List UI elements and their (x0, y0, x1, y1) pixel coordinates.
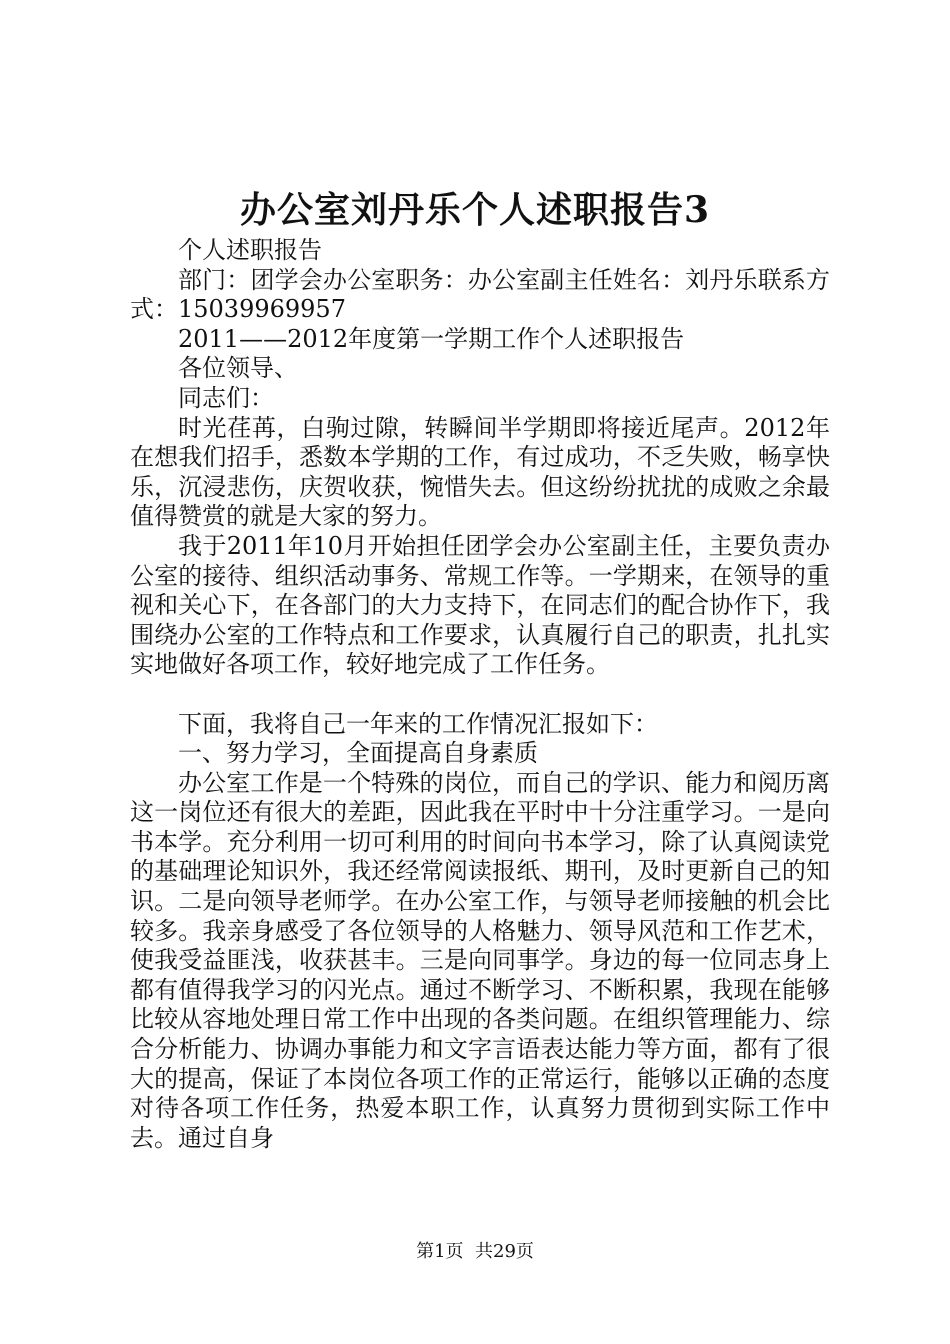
paragraph-transition: 下面，我将自己一年来的工作情况汇报如下： (178, 709, 658, 738)
section-heading-1: 一、努力学习，全面提高自身素质 (178, 739, 538, 768)
page-number: 第1页 共29页 (416, 1241, 534, 1262)
document-body (130, 236, 830, 1153)
paragraph-intro: 时光荏苒，白驹过隙，转瞬间半学期即将接近尾声。2012年在想我们招手，悉数本学期的工作，有过成功，不乏失败，畅享快乐，沉浸悲伤，庆贺收获，惋惜失去。但这纷纷扰扰的成败之余最值得赞赏的就是大家的努力。 (130, 413, 830, 531)
paragraph-salutation-leaders: 各位领导、 (178, 354, 298, 383)
paragraph-salutation-comrades: 同志们： (178, 383, 274, 412)
paragraph-role: 我于2011年10月开始担任团学会办公室副主任，主要负责办公室的接待、组织活动事务、常规工作等。一学期来，在领导的重视和关心下，在各部门的大力支持下，在同志们的配合协作下，我围绕办公室的工作特点和工作要求，认真履行自己的职责，扎扎实实地做好各项工作，较好地完成了工作任务。 (130, 531, 830, 679)
page-footer (0, 1240, 950, 1264)
paragraph-report-subtitle: 2011——2012年度第一学期工作个人述职报告 (178, 324, 685, 353)
paragraph-heading: 个人述职报告 (178, 236, 322, 264)
paragraph-learning: 办公室工作是一个特殊的岗位，而自己的学识、能力和阅历离这一岗位还有很大的差距，因此我在平时中十分注重学习。一是向书本学。充分利用一切可利用的时间向书本学习，除了认真阅读党的基础理论知识外，我还经常阅读报纸、期刊，及时更新自己的知识。二是向领导老师学。在办公室工作，与领导老师接触的机会比较多。我亲身感受了各位领导的人格魅力、领导风范和工作艺术，使我受益匪浅，收获甚丰。三是向同事学。身边的每一位同志身上都有值得我学习的闪光点。通过不断学习、不断积累，我现在能够比较从容地处理日常工作中出现的各类问题。在组织管理能力、综合分析能力、协调办事能力和文字言语表达能力等方面，都有了很大的提高，保证了本岗位各项工作的正常运行，能够以正确的态度对待各项工作任务，热爱本职工作，认真努力贯彻到实际工作中去。通过自身 (130, 768, 830, 1152)
document-title: 办公室刘丹乐个人述职报告3 (239, 189, 711, 231)
paragraph-spacer (130, 680, 830, 710)
paragraph-department-info: 部门：团学会办公室职务：办公室副主任姓名：刘丹乐联系方式：15039969957 (130, 265, 830, 324)
